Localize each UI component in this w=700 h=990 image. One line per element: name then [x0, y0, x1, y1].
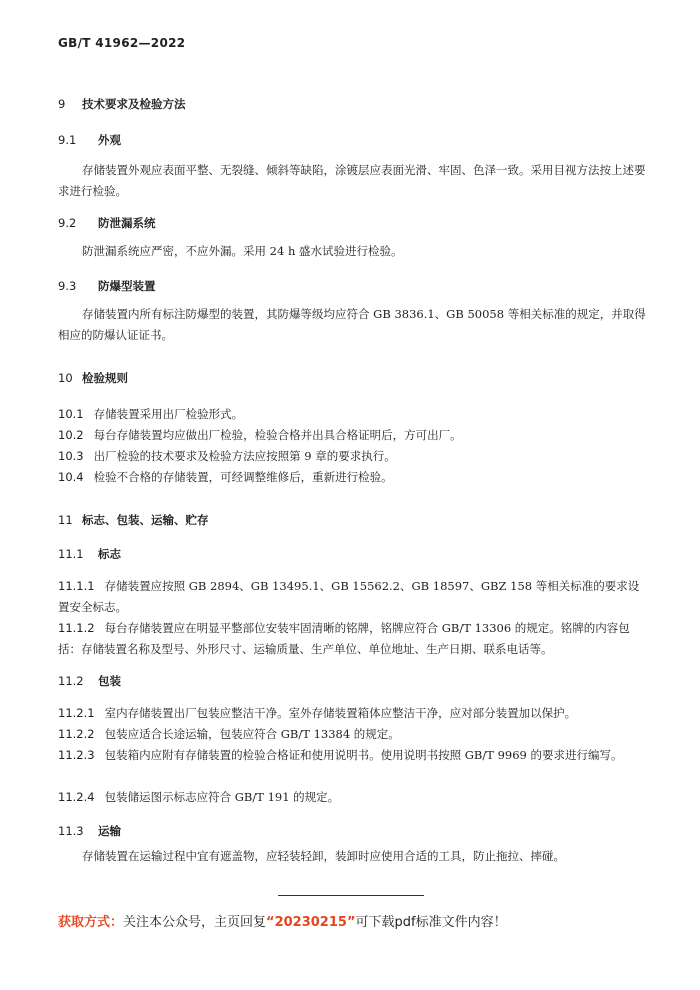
notice-text: 关注本公众号，主页回复 [123, 915, 267, 930]
section-number: 11.3 [58, 824, 84, 838]
clause-11-1-1 [58, 576, 650, 618]
section-title: 防泄漏系统 [98, 216, 156, 230]
section-number: 10 [58, 371, 73, 385]
section-9-2-paragraph: 防泄漏系统应严密，不应外漏。采用 24 h 盛水试验进行检验。 [82, 244, 403, 258]
section-9-heading [58, 96, 186, 112]
notice-code: “20230215” [266, 915, 356, 930]
clause-11-2-1 [58, 703, 650, 724]
download-notice [58, 911, 507, 930]
section-title: 技术要求及检验方法 [82, 97, 186, 111]
clause-10-2 [58, 425, 650, 446]
clause-11-2-3 [58, 745, 650, 766]
clause-number: 10.3 [58, 449, 84, 463]
section-9-2-heading [58, 215, 156, 231]
section-11-1-heading [58, 546, 121, 562]
clause-text: 每台存储装置应在明显平整部位安装牢固清晰的铭牌，铭牌应符合 GB/T 13306 的规定。铭牌的内容包括：存储装置名称及型号、外形尺寸、运输质量、生产单位、单位地址、生产日期、联系电话等。 [58, 621, 630, 656]
clause-text: 包装箱内应附有存储装置的检验合格证和使用说明书。使用说明书按照 GB/T 9969 的要求进行编写。 [104, 748, 623, 762]
clause-text: 包装储运图示标志应符合 GB/T 191 的规定。 [104, 790, 340, 804]
clause-10-3 [58, 446, 650, 467]
section-title: 标志 [98, 547, 121, 561]
clause-number: 10.2 [58, 428, 84, 442]
section-9-3-heading [58, 278, 156, 294]
clause-11-2-2 [58, 724, 650, 745]
section-9-3-paragraph: 存储装置内所有标注防爆型的装置，其防爆等级均应符合 GB 3836.1、GB 50058 等相关标准的规定，并取得相应的防爆认证证书。 [58, 307, 646, 342]
section-title: 防爆型装置 [98, 279, 156, 293]
section-title: 标志、包装、运输、贮存 [82, 513, 209, 527]
clause-number: 11.2.2 [58, 727, 95, 741]
section-11-2-heading [58, 673, 121, 689]
clause-number: 11.1.2 [58, 621, 95, 635]
notice-text-after: 可下载pdf标准文件内容！ [355, 915, 507, 930]
clause-text: 检验不合格的存储装置，可经调整维修后，重新进行检验。 [93, 470, 393, 484]
clause-number: 10.1 [58, 407, 84, 421]
section-title: 检验规则 [82, 371, 128, 385]
section-number: 9.2 [58, 216, 77, 230]
clause-text: 包装应适合长途运输，包装应符合 GB/T 13384 的规定。 [104, 727, 400, 741]
section-number: 11 [58, 513, 73, 527]
end-rule-divider [278, 895, 424, 896]
section-9-1-heading [58, 132, 121, 148]
section-9-1-paragraph: 存储装置外观应表面平整、无裂缝、倾斜等缺陷，涂镀层应表面光滑、牢固、色泽一致。采用目视方法按上述要求进行检验。 [58, 163, 646, 198]
section-10-heading [58, 370, 128, 386]
clause-number: 11.2.1 [58, 706, 95, 720]
section-number: 9 [58, 97, 66, 111]
clause-number: 11.2.4 [58, 790, 95, 804]
clause-number: 10.4 [58, 470, 84, 484]
clause-11-2-4 [58, 787, 650, 808]
clause-text: 室内存储装置出厂包装应整洁干净。室外存储装置箱体应整洁干净，应对部分装置加以保护。 [104, 706, 577, 720]
section-title: 运输 [98, 824, 121, 838]
section-11-3-heading [58, 823, 121, 839]
section-number: 11.1 [58, 547, 84, 561]
section-title: 包装 [98, 674, 121, 688]
section-11-heading [58, 512, 209, 528]
section-number: 9.3 [58, 279, 77, 293]
clause-text: 存储装置应按照 GB 2894、GB 13495.1、GB 15562.2、GB 18597、GBZ 158 等相关标准的要求设置安全标志。 [58, 579, 640, 614]
clause-text: 存储装置采用出厂检验形式。 [93, 407, 244, 421]
clause-text: 出厂检验的技术要求及检验方法应按照第 9 章的要求执行。 [93, 449, 396, 463]
clause-text: 每台存储装置均应做出厂检验，检验合格并出具合格证明后，方可出厂。 [93, 428, 462, 442]
clause-10-1 [58, 404, 650, 425]
standard-number-header: GB/T 41962—2022 [58, 36, 186, 50]
notice-label: 获取方式： [58, 915, 124, 930]
clause-10-4 [58, 467, 650, 488]
section-number: 9.1 [58, 133, 77, 147]
clause-number: 11.1.1 [58, 579, 95, 593]
clause-number: 11.2.3 [58, 748, 95, 762]
section-number: 11.2 [58, 674, 84, 688]
section-11-3-paragraph: 存储装置在运输过程中宜有遮盖物，应轻装轻卸，装卸时应使用合适的工具，防止拖拉、摔碰。 [82, 849, 565, 863]
section-title: 外观 [98, 133, 121, 147]
clause-11-1-2 [58, 618, 650, 660]
